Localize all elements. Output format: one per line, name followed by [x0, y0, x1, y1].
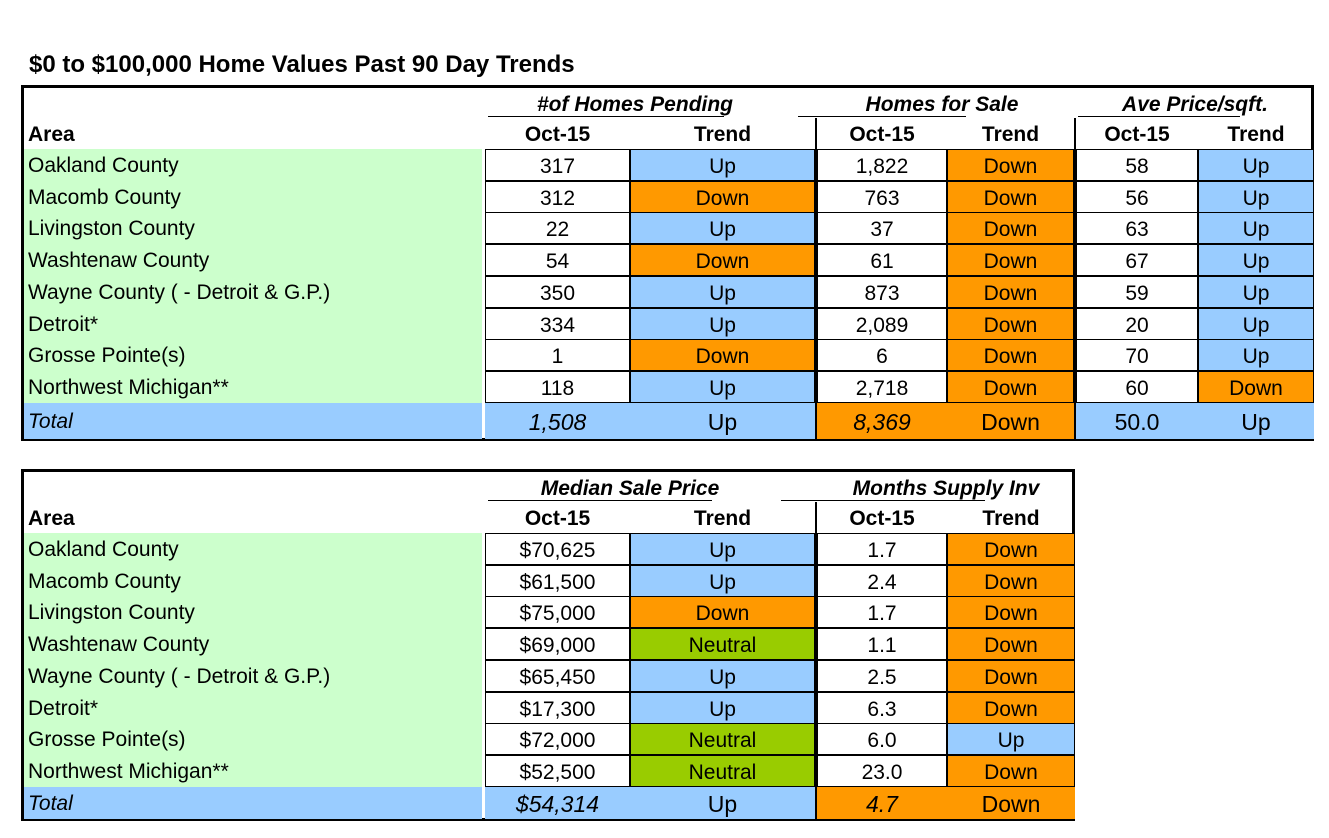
trend-cell: Up — [630, 308, 815, 340]
trend-cell: Down — [947, 276, 1074, 308]
column-header-trend: Trend — [981, 123, 1040, 146]
trend-cell: Down — [947, 149, 1074, 181]
value-cell: 1 — [485, 339, 630, 371]
value-cell: 63 — [1076, 212, 1198, 244]
area-name: Washtenaw County — [24, 628, 482, 660]
area-name: Washtenaw County — [24, 244, 482, 276]
trend-cell: Down — [947, 212, 1074, 244]
total-row — [24, 787, 1072, 819]
group-header: Median Sale Price — [540, 477, 720, 500]
value-cell: $75,000 — [485, 596, 630, 628]
column-header-area: Area — [28, 123, 75, 146]
total-trend-cell: Down — [947, 787, 1075, 819]
value-cell: 1,822 — [817, 149, 947, 181]
column-header-month: Oct-15 — [524, 507, 591, 530]
value-cell: 2,718 — [817, 371, 947, 403]
trend-cell: Down — [947, 244, 1074, 276]
trend-cell: Up — [1198, 244, 1314, 276]
total-trend-cell: Up — [1198, 403, 1314, 439]
group-underline — [488, 500, 712, 501]
column-header-trend: Trend — [693, 507, 752, 530]
column-header-month: Oct-15 — [849, 123, 915, 146]
value-cell: $69,000 — [485, 628, 630, 660]
trend-cell: Up — [630, 565, 815, 597]
group-underline — [1078, 116, 1240, 117]
column-header-area: Area — [28, 507, 75, 530]
table-row — [24, 755, 1072, 787]
trend-cell: Down — [947, 628, 1075, 660]
value-cell: 6.0 — [817, 723, 947, 755]
value-cell: 54 — [485, 244, 630, 276]
total-value-cell: 8,369 — [817, 403, 947, 439]
total-row — [24, 403, 1311, 439]
total-trend-cell: Down — [947, 403, 1074, 439]
group-header: Ave Price/sqft. — [1122, 93, 1268, 116]
table-row — [24, 149, 1311, 181]
trend-cell: Up — [630, 692, 815, 724]
group-underline — [798, 116, 966, 117]
value-cell: 6.3 — [817, 692, 947, 724]
group-header: #of Homes Pending — [536, 93, 734, 116]
trend-cell: Down — [630, 181, 815, 213]
total-label: Total — [24, 403, 482, 439]
trend-cell: Up — [630, 212, 815, 244]
table-row — [24, 692, 1072, 724]
value-cell: 2,089 — [817, 308, 947, 340]
column-header-row — [24, 118, 1311, 150]
value-cell: 23.0 — [817, 755, 947, 787]
table-row — [24, 276, 1311, 308]
value-cell: $65,450 — [485, 660, 630, 692]
table-row — [24, 565, 1072, 597]
page-title: $0 to $100,000 Home Values Past 90 Day Trends — [29, 51, 575, 78]
value-cell: 61 — [817, 244, 947, 276]
area-name: Detroit* — [24, 308, 482, 340]
area-name: Macomb County — [24, 181, 482, 213]
column-header-row — [24, 502, 1072, 534]
column-header-trend: Trend — [1227, 123, 1285, 146]
value-cell: 67 — [1076, 244, 1198, 276]
area-name: Grosse Pointe(s) — [24, 723, 482, 755]
trend-cell: Up — [1198, 181, 1314, 213]
trend-cell: Neutral — [630, 628, 815, 660]
trend-cell: Up — [630, 660, 815, 692]
column-header-month: Oct-15 — [849, 507, 915, 530]
total-trend-cell: Up — [630, 787, 815, 819]
value-cell: $61,500 — [485, 565, 630, 597]
trend-cell: Up — [1198, 149, 1314, 181]
table-row — [24, 244, 1311, 276]
trend-cell: Down — [947, 692, 1075, 724]
value-cell: 2.4 — [817, 565, 947, 597]
value-cell: 350 — [485, 276, 630, 308]
trend-cell: Down — [947, 660, 1075, 692]
trend-cell: Up — [1198, 276, 1314, 308]
area-name: Wayne County ( - Detroit & G.P.) — [24, 660, 482, 692]
table-row — [24, 628, 1072, 660]
group-underline — [488, 116, 724, 117]
trend-cell: Down — [1198, 371, 1314, 403]
column-header-trend: Trend — [982, 507, 1040, 530]
total-value-cell: 1,508 — [485, 403, 630, 439]
column-header-trend: Trend — [693, 123, 752, 146]
table-row — [24, 212, 1311, 244]
table-row — [24, 339, 1311, 371]
trend-cell: Neutral — [630, 723, 815, 755]
trend-cell: Up — [630, 371, 815, 403]
trend-cell: Up — [1198, 212, 1314, 244]
value-cell: 763 — [817, 181, 947, 213]
value-cell: 317 — [485, 149, 630, 181]
table-row — [24, 660, 1072, 692]
value-cell: 70 — [1076, 339, 1198, 371]
total-value-cell: 4.7 — [817, 787, 947, 819]
trend-cell: Down — [630, 596, 815, 628]
trend-cell: Up — [630, 533, 815, 565]
group-separator — [1074, 118, 1076, 438]
trend-cell: Down — [947, 565, 1075, 597]
table-row — [24, 181, 1311, 213]
total-label: Total — [24, 787, 482, 819]
value-cell: 1.1 — [817, 628, 947, 660]
trend-cell: Up — [1198, 308, 1314, 340]
value-cell: 1.7 — [817, 596, 947, 628]
trend-cell: Up — [630, 149, 815, 181]
area-name: Livingston County — [24, 596, 482, 628]
trend-cell: Up — [630, 276, 815, 308]
trend-cell: Down — [947, 339, 1074, 371]
area-name: Northwest Michigan** — [24, 371, 482, 403]
area-name: Oakland County — [24, 149, 482, 181]
total-trend-cell: Up — [630, 403, 815, 439]
trend-cell: Down — [947, 755, 1075, 787]
value-cell: $72,000 — [485, 723, 630, 755]
trend-cell: Down — [947, 181, 1074, 213]
group-underline — [781, 500, 985, 501]
trend-cell: Neutral — [630, 755, 815, 787]
column-header-month: Oct-15 — [524, 123, 591, 146]
value-cell: 20 — [1076, 308, 1198, 340]
value-cell: 1.7 — [817, 533, 947, 565]
table-row — [24, 533, 1072, 565]
area-name: Detroit* — [24, 692, 482, 724]
value-cell: 56 — [1076, 181, 1198, 213]
table-row — [24, 596, 1072, 628]
group-header: Homes for Sale — [865, 93, 1019, 116]
trends-table-pending-sale-price — [21, 85, 1314, 441]
column-header-month: Oct-15 — [1104, 123, 1170, 146]
value-cell: 59 — [1076, 276, 1198, 308]
value-cell: 58 — [1076, 149, 1198, 181]
value-cell: 873 — [817, 276, 947, 308]
area-name: Wayne County ( - Detroit & G.P.) — [24, 276, 482, 308]
table-row — [24, 723, 1072, 755]
total-value-cell: $54,314 — [485, 787, 630, 819]
value-cell: 6 — [817, 339, 947, 371]
value-cell: 118 — [485, 371, 630, 403]
total-value-cell: 50.0 — [1076, 403, 1198, 439]
group-separator — [815, 118, 817, 438]
value-cell: $17,300 — [485, 692, 630, 724]
value-cell: $52,500 — [485, 755, 630, 787]
value-cell: 60 — [1076, 371, 1198, 403]
value-cell: 37 — [817, 212, 947, 244]
trend-cell: Down — [947, 533, 1075, 565]
trends-table-median-supply — [21, 469, 1075, 821]
value-cell: $70,625 — [485, 533, 630, 565]
area-name: Grosse Pointe(s) — [24, 339, 482, 371]
trend-cell: Down — [947, 371, 1074, 403]
area-name: Livingston County — [24, 212, 482, 244]
trend-cell: Down — [630, 339, 815, 371]
trend-cell: Up — [1198, 339, 1314, 371]
trend-cell: Down — [947, 596, 1075, 628]
trend-cell: Up — [947, 723, 1075, 755]
area-name: Northwest Michigan** — [24, 755, 482, 787]
area-name: Macomb County — [24, 565, 482, 597]
trend-cell: Down — [630, 244, 815, 276]
value-cell: 2.5 — [817, 660, 947, 692]
area-name: Oakland County — [24, 533, 482, 565]
group-separator — [815, 502, 817, 818]
value-cell: 312 — [485, 181, 630, 213]
trend-cell: Down — [947, 308, 1074, 340]
value-cell: 22 — [485, 212, 630, 244]
value-cell: 334 — [485, 308, 630, 340]
table-row — [24, 308, 1311, 340]
table-row — [24, 371, 1311, 403]
group-header: Months Supply Inv — [852, 477, 1040, 500]
